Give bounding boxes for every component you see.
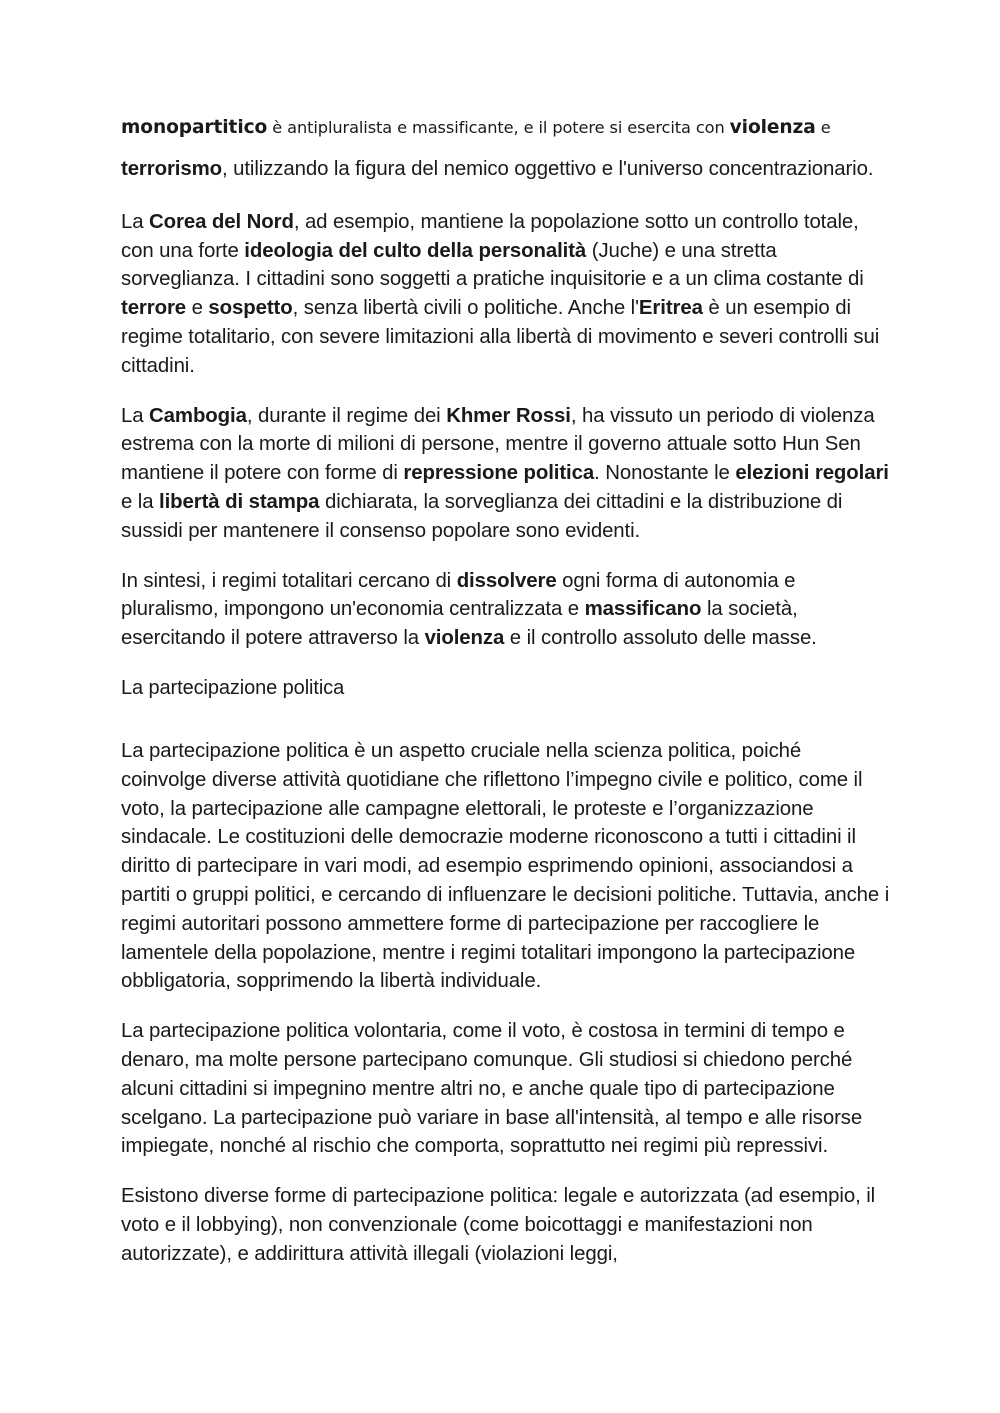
paragraph-partecipazione-volontaria: La partecipazione politica volontaria, come il voto, è costosa in termini di tempo e denaro, ma molte persone partecipano comunque. Gli studiosi si chiedono perché alcuni cittadini si impegnino mentre altri no, e anche quale tipo di partecipazione scelgano. La partecipazione può variare in base all'intensità, al tempo e alle risorse impiegate, nonché al rischio che comporta, soprattutto nei regimi più repressivi. [121,1020,863,1158]
text-span: è un esempio di regime totalitario, con severe limitazioni alla libertà di movimento e severi controlli sui cittadini. [121,297,880,377]
bold-term: repressione politica [403,462,595,485]
text-span: . Nonostante le [594,462,736,485]
text-span: e la [121,490,160,513]
text-span: La [121,404,150,427]
text-span: In sintesi, i regimi totalitari cercano di [121,569,457,592]
bold-term: Cambogia [149,404,247,427]
section-heading: La partecipazione politica [121,676,345,699]
paragraph-in-sintesi [121,567,891,653]
paragraph-forme-partecipazione: Esistono diverse forme di partecipazione politica: legale e autorizzata (ad esempio, il voto e il lobbying), non convenzionale (come boicottaggi e manifestazioni non autorizzate), e addirittura attività illegali (violazioni leggi, [121,1185,876,1265]
paragraph-continuation-line [121,112,891,143]
text-span: , senza libertà civili o politiche. Anche l' [292,297,639,320]
paragraph-terrorismo [121,155,891,184]
text-span: e il controllo assoluto delle masse. [504,627,817,650]
text-span: la società, esercitando il potere attraverso la [121,598,798,650]
paragraph-partecipazione-intro: La partecipazione politica è un aspetto cruciale nella scienza politica, poiché coinvolge diverse attività quotidiane che riflettono l’impegno civile e politico, come il voto, la partecipazione alle campagne elettorali, le proteste e l’organizzazione sindacale. Le costituzioni delle democrazie moderne riconoscono a tutti i cittadini il diritto di partecipare in vari modi, ad esempio esprimendo opinioni, associandosi a partiti o gruppi politici, e cercando di influenzare le decisioni politiche. Tuttavia, anche i regimi autoritari possono ammettere forme di partecipazione per raccogliere le lamentele della popolazione, mentre i regimi totalitari impongono la partecipazione obbligatoria, sopprimendo la libertà individuale. [121,739,890,993]
bold-term: monopartitico [121,117,268,138]
text-span: , utilizzando la figura del nemico oggettivo e l'universo concentrazionario. [221,158,874,180]
bold-term: violenza [424,627,505,650]
bold-term: dissolvere [456,569,557,592]
text-span: e [815,118,831,137]
text-span: e [186,297,209,320]
text-span: , ad esempio, mantiene la popolazione sotto un controllo totale, con una forte [121,210,859,262]
text-span: , durante il regime dei [246,404,447,427]
bold-term: ideologia del culto della personalità [244,239,587,262]
text-span: ogni forma di autonomia e pluralismo, impongono un'economia centralizzata e [121,569,796,621]
text-span: dichiarata, la sorveglianza dei cittadini e la distribuzione di sussidi per mantenere il consenso popolare sono evidenti. [121,490,843,542]
bold-term: libertà di stampa [159,490,320,513]
bold-term: violenza [729,117,816,138]
paragraph-corea-del-nord [121,208,891,381]
text-span: (Juche) e una stretta sorveglianza. I cittadini sono soggetti a pratiche inquisitorie e a un clima costante di [121,239,864,291]
bold-term: terrore [121,297,187,320]
bold-term: massificano [584,598,702,621]
document-page [121,112,891,1269]
bold-term: Corea del Nord [149,210,294,233]
bold-term: Eritrea [638,297,703,320]
bold-term: terrorismo [121,158,222,180]
text-span: La [121,210,150,233]
text-span: è antipluralista e massificante, e il potere si esercita con [267,118,730,137]
text-span: , ha vissuto un periodo di violenza estrema con la morte di milioni di persone, mentre il governo attuale sotto Hun Sen mantiene il potere con forme di [121,404,875,485]
bold-term: elezioni regolari [735,462,889,485]
paragraph-cambogia [121,402,891,546]
bold-term: sospetto [208,297,293,320]
bold-term: Khmer Rossi [446,404,571,427]
